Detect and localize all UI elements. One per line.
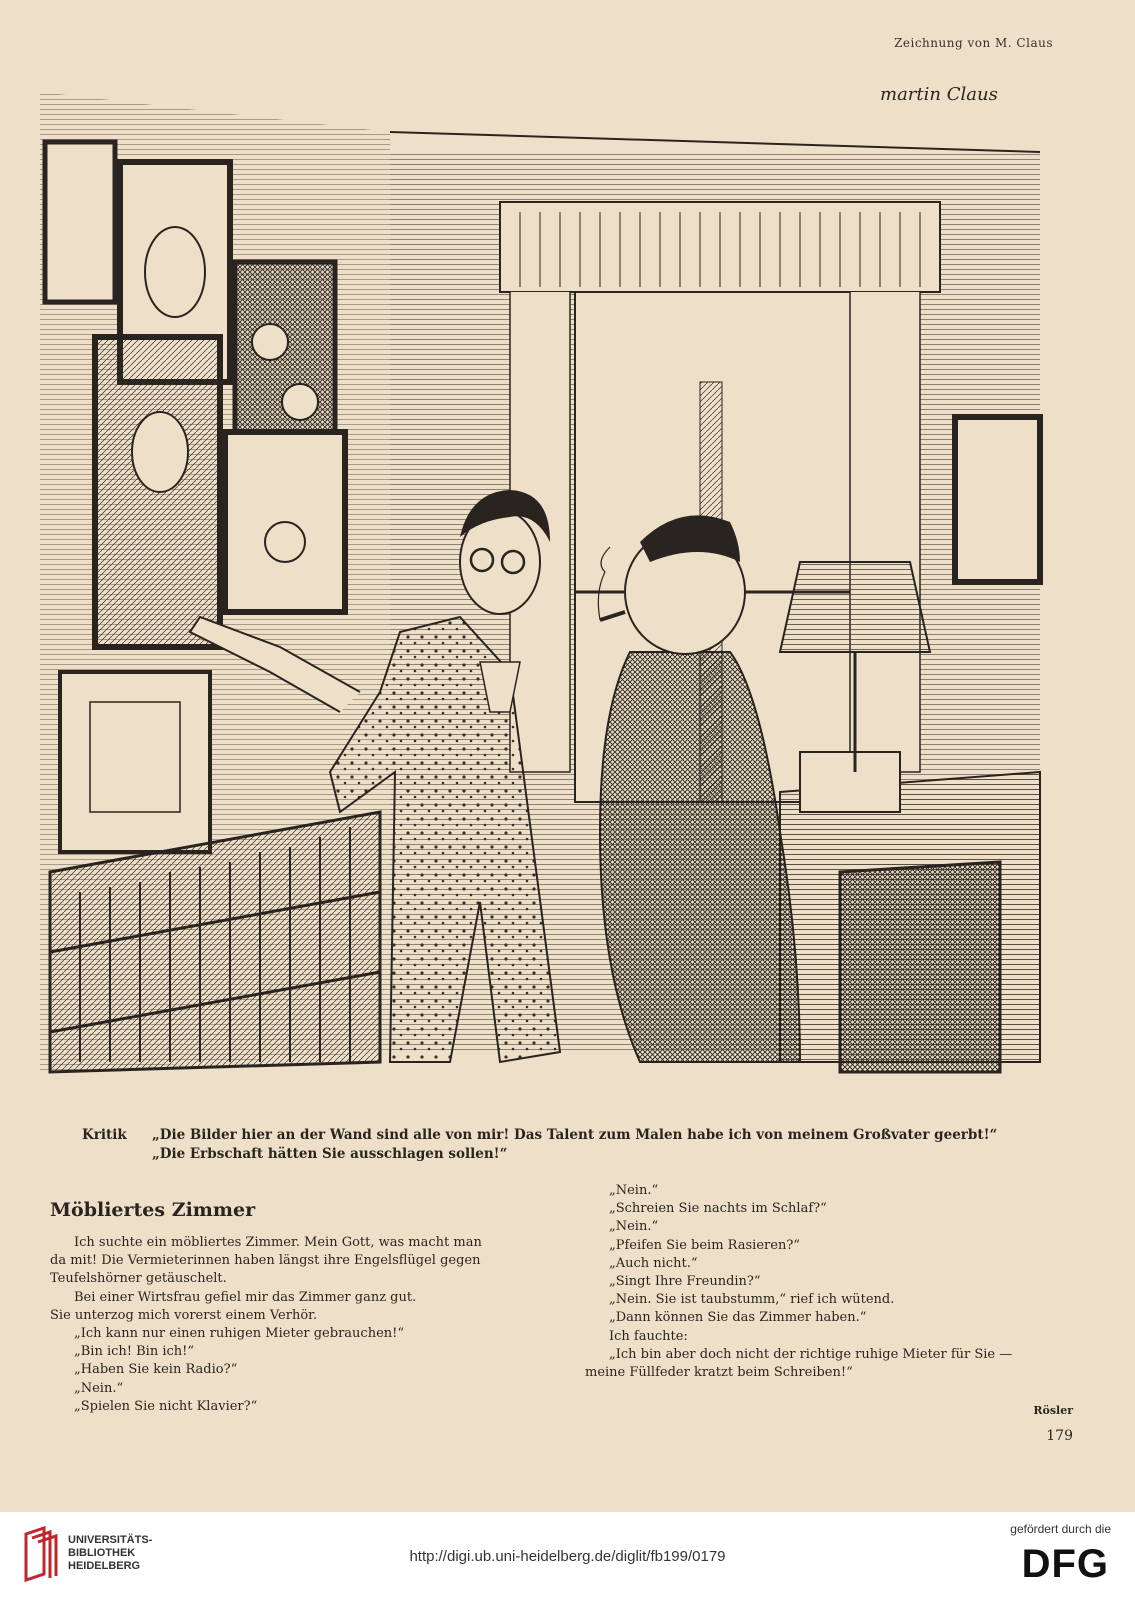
text-line: „Schreien Sie nachts im Schlaf?“ bbox=[609, 1201, 827, 1217]
text-line: da mit! Die Vermieterinnen haben längst ihre Engelsflügel gegen bbox=[50, 1253, 481, 1269]
text-line: Ich suchte ein möbliertes Zimmer. Mein Gott, was macht man bbox=[74, 1235, 482, 1250]
article-column-left bbox=[50, 1234, 550, 1416]
cartoon-illustration bbox=[40, 72, 1060, 1082]
text-line: „Nein.“ bbox=[609, 1219, 659, 1235]
article-title: Möbliertes Zimmer bbox=[50, 1199, 256, 1221]
text-line: meine Füllfeder kratzt beim Schreiben!“ bbox=[585, 1365, 853, 1381]
text-line: „Nein.“ bbox=[609, 1183, 659, 1198]
dfg-logo: DFG bbox=[1021, 1542, 1109, 1586]
caption-label: Kritik bbox=[82, 1127, 127, 1143]
article-author: Rösler bbox=[1033, 1404, 1073, 1417]
text-line: „Ich bin aber doch nicht der richtige ruhige Mieter für Sie — bbox=[609, 1346, 1013, 1362]
text-line: „Bin ich! Bin ich!“ bbox=[74, 1344, 195, 1360]
text-line: „Singt Ihre Freundin?“ bbox=[609, 1274, 761, 1290]
page-number: 179 bbox=[1046, 1428, 1073, 1444]
text-line: „Ich kann nur einen ruhigen Mieter gebrauchen!“ bbox=[74, 1326, 405, 1342]
text-line: Sie unterzog mich vorerst einem Verhör. bbox=[50, 1307, 318, 1323]
viewer-footer bbox=[0, 1512, 1135, 1597]
caption-line: „Die Erbschaft hätten Sie ausschlagen sollen!“ bbox=[152, 1146, 508, 1162]
text-line: Ich fauchte: bbox=[609, 1328, 688, 1344]
text-line: „Nein. Sie ist taubstumm,“ rief ich wütend. bbox=[609, 1292, 895, 1308]
text-line: „Nein.“ bbox=[74, 1380, 124, 1396]
text-line: Teufelshörner getäuschelt. bbox=[50, 1271, 227, 1287]
caption-line: „Die Bilder hier an der Wand sind alle von mir! Das Talent zum Malen habe ich von meinem Großvater geerbt!“ bbox=[152, 1127, 998, 1143]
permalink-url[interactable]: http://digi.ub.uni-heidelberg.de/diglit/fb199/0179 bbox=[409, 1548, 726, 1565]
text-line: „Haben Sie kein Radio?“ bbox=[74, 1362, 238, 1378]
library-name: UNIVERSITÄTS- BIBLIOTHEK HEIDELBERG bbox=[68, 1534, 153, 1572]
article-column-right bbox=[585, 1182, 1065, 1382]
illustration-credit: Zeichnung von M. Claus bbox=[894, 36, 1053, 50]
funded-by-label: gefördert durch die bbox=[1010, 1522, 1111, 1536]
artist-signature: martin Claus bbox=[880, 84, 998, 105]
text-line: Bei einer Wirtsfrau gefiel mir das Zimmer ganz gut. bbox=[74, 1289, 417, 1305]
text-line: „Pfeifen Sie beim Rasieren?“ bbox=[609, 1237, 800, 1253]
cartoon-caption bbox=[82, 1126, 1062, 1164]
text-line: „Dann können Sie das Zimmer haben.“ bbox=[609, 1310, 867, 1326]
text-line: „Auch nicht.“ bbox=[609, 1255, 698, 1271]
text-line: „Spielen Sie nicht Klavier?“ bbox=[74, 1398, 258, 1414]
